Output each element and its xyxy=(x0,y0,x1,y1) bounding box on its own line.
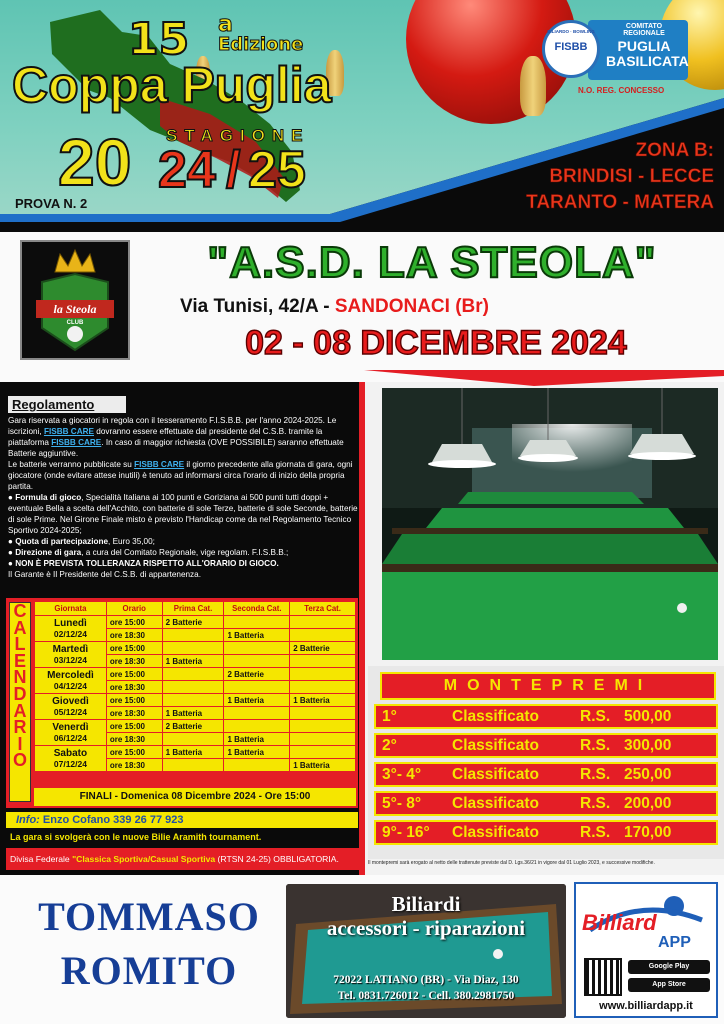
prize-row xyxy=(374,820,718,845)
day-name: Sabato xyxy=(53,747,88,759)
prize-amount: 500,00 xyxy=(624,708,672,725)
schedule-time: ore 18:30 xyxy=(106,655,162,668)
day-date: 06/12/24 xyxy=(53,732,87,743)
committee-logo xyxy=(542,20,690,84)
fisbb-care-link[interactable]: FISBB CARE xyxy=(43,427,94,436)
club-logo-sub: CLUB xyxy=(66,320,84,326)
col-header: Prima Cat. xyxy=(162,602,224,616)
schedule-time: ore 18:30 xyxy=(106,629,162,642)
schedule-day xyxy=(35,616,107,642)
schedule-cell: 1 Batteria xyxy=(224,629,290,642)
col-header: Orario xyxy=(106,602,162,616)
shop-address: 72022 LATIANO (BR) - Via Diaz, 130 xyxy=(333,974,519,986)
venue-city: SANDONACI (Br) xyxy=(334,296,489,317)
schedule-cell: 2 Batterie xyxy=(224,668,290,681)
tournament-title: Coppa Puglia xyxy=(12,57,332,113)
schedule-cell xyxy=(224,720,290,733)
prize-row xyxy=(374,733,718,758)
rules-title: Regolamento xyxy=(8,396,126,413)
schedule-cell xyxy=(290,616,356,629)
schedule-cell xyxy=(162,681,224,694)
day-date: 03/12/24 xyxy=(53,654,87,665)
schedule-time: ore 15:00 xyxy=(106,616,162,629)
quota-label: Quota di partecipazione xyxy=(15,537,109,546)
schedule-time: ore 18:30 xyxy=(106,681,162,694)
rules-direzione: ● Direzione di gara, a cura del Comitato Regionale, vige regolam. F.I.S.B.B.; xyxy=(8,548,289,557)
committee-note: N.O. REG. CONCESSO xyxy=(578,86,665,95)
day-name: Lunedì xyxy=(54,617,87,629)
committee-name: PUGLIA BASILICATA xyxy=(606,38,689,69)
prize-label: Classificato xyxy=(452,766,540,783)
direzione-label: Direzione di gara xyxy=(15,548,82,557)
season-year-separator: / xyxy=(226,141,241,199)
app-url[interactable]: www.billiardapp.it xyxy=(599,1000,693,1012)
schedule-cell xyxy=(290,681,356,694)
season-year-20: 20 xyxy=(58,125,132,199)
season-year-25: 25 xyxy=(248,141,306,199)
prize-currency: R.S. xyxy=(580,795,611,812)
formula-label: Formula di gioco xyxy=(15,493,82,502)
venue-street: Via Tunisi, 42/A - xyxy=(180,296,335,317)
prizes-note: Il montepremi sarà erogato al netto delle trattenute previste dal D. Lgs.36/21 in vigore dal 01 Luglio 2023, e successive modifiche. xyxy=(368,860,655,866)
calendar-letter: A xyxy=(13,617,27,638)
season-label: STAGIONE xyxy=(166,126,310,145)
schedule-cell xyxy=(224,681,290,694)
rules-formula: ● Formula di gioco, Specialità Italiana ai 100 punti e Goriziana ai 500 punti tutti doppi + eventuale Bella a scelta dell'Acchito, con batterie di sole Terze, batterie di sole Seconde, batterie di sole Prime. Nel Girone Finale misto è previsto l'Handicap come da nel Regolamento Tecnico Sportivo 2024-2025; xyxy=(8,493,358,535)
calendar-letter: O xyxy=(12,750,27,771)
balls-note: La gara si svolgerà con le nuove Bilie Aramith tournament. xyxy=(10,832,262,842)
schedule-cell: 2 Batterie xyxy=(162,616,224,629)
day-date: 05/12/24 xyxy=(53,706,87,717)
schedule-cell: 1 Batteria xyxy=(224,733,290,746)
schedule-cell: 1 Batteria xyxy=(162,655,224,668)
direzione-text: , a cura del Comitato Regionale, vige regolam. F.I.S.B.B.; xyxy=(81,548,289,557)
calendar-letter: I xyxy=(17,733,23,754)
finals-label: FINALI - Domenica 08 Dicembre 2024 - Ore 15:00 xyxy=(34,788,356,806)
club-logo xyxy=(20,240,130,360)
schedule-cell xyxy=(290,733,356,746)
dress-code xyxy=(6,848,362,870)
schedule-cell: 2 Batterie xyxy=(162,720,224,733)
prizes-title: MONTEPREMI xyxy=(380,672,716,700)
day-name: Mercoledì xyxy=(47,669,94,681)
prize-label: Classificato xyxy=(452,795,540,812)
col-header: Terza Cat. xyxy=(290,602,356,616)
zone-cities-2: TARANTO - MATERA xyxy=(526,192,714,213)
schedule-cell: 2 Batterie xyxy=(290,642,356,655)
info-text: Enzo Cofano 339 26 77 923 xyxy=(39,814,184,826)
dress-1: Divisa Federale xyxy=(10,854,73,864)
schedule-row xyxy=(35,694,356,707)
committee-badge-text: BILIARDO · BOWLING xyxy=(547,29,595,34)
schedule-time: ore 18:30 xyxy=(106,707,162,720)
schedule-day xyxy=(35,642,107,668)
prize-position: 1° xyxy=(382,708,397,725)
edition-sup: a xyxy=(218,12,233,37)
schedule-cell xyxy=(290,720,356,733)
calendar-letter: N xyxy=(13,667,27,688)
club-logo-text: la Steola xyxy=(53,302,97,316)
calendar-vertical-label xyxy=(9,602,31,802)
rules-intro-1: Gara riservata a giocatori in regola con il tesseramento F.I.S.B.B. per l'anno 2024-2025. Le iscrizioni, xyxy=(8,416,337,436)
schedule-cell xyxy=(224,707,290,720)
prize-label: Classificato xyxy=(452,737,540,754)
committee-box xyxy=(588,20,688,80)
col-header: Seconda Cat. xyxy=(224,602,290,616)
prize-row xyxy=(374,791,718,816)
qr-code-icon xyxy=(584,958,622,996)
schedule-time: ore 15:00 xyxy=(106,668,162,681)
committee-top: COMITATO REGIONALE xyxy=(623,23,665,37)
schedule-cell xyxy=(162,694,224,707)
schedule-time: ore 15:00 xyxy=(106,720,162,733)
rules-intro-2: dovranno essere effettuate dal presidente del C.S.B. tramite la piattaforma xyxy=(8,427,323,447)
billiard-hall-image xyxy=(382,388,718,660)
shop-title xyxy=(286,892,566,940)
prize-amount: 250,00 xyxy=(624,766,672,783)
prize-currency: R.S. xyxy=(580,708,611,725)
shop-line-1: Biliardi xyxy=(391,892,461,916)
schedule-cell xyxy=(224,616,290,629)
prize-position: 9°- 16° xyxy=(382,824,430,841)
prize-row xyxy=(374,762,718,787)
calendar-letter: A xyxy=(13,700,27,721)
prize-amount: 300,00 xyxy=(624,737,672,754)
tolleranza-text: NON È PREVISTA TOLLERANZA RISPETTO ALL'ORARIO DI GIOCO. xyxy=(15,559,279,568)
app-brand-1: Billiard xyxy=(582,910,657,935)
edition-word: Edizione xyxy=(218,34,304,55)
schedule-row xyxy=(35,746,356,759)
schedule-cell xyxy=(162,642,224,655)
schedule-row xyxy=(35,668,356,681)
rules-text xyxy=(8,415,358,580)
day-date: 04/12/24 xyxy=(53,680,87,691)
committee-initials: FISBB xyxy=(554,41,588,53)
calendar-letter: D xyxy=(13,683,27,704)
schedule-cell xyxy=(290,629,356,642)
schedule-day xyxy=(35,668,107,694)
rules-garante: Il Garante è Il Presidente del C.S.B. di appartenenza. xyxy=(8,570,201,579)
day-date: 02/12/24 xyxy=(53,628,87,639)
prize-label: Classificato xyxy=(452,824,540,841)
billiard-app-box xyxy=(574,882,718,1018)
stage-label: PROVA N. 2 xyxy=(15,196,88,211)
fisbb-care-link[interactable]: FISBB CARE xyxy=(51,438,102,447)
dress-2: "Classica Sportiva/Casual Sportiva xyxy=(72,854,216,864)
app-brand-2: APP xyxy=(658,934,691,951)
day-name: Giovedì xyxy=(52,695,89,707)
sponsor-name-2: ROMITO xyxy=(60,948,238,993)
rules-batteries xyxy=(8,459,358,492)
schedule-time: ore 15:00 xyxy=(106,746,162,759)
schedule-time: ore 15:00 xyxy=(106,642,162,655)
schedule-cell: 1 Batteria xyxy=(290,694,356,707)
schedule-cell xyxy=(290,746,356,759)
schedule-row xyxy=(35,720,356,733)
schedule-cell: 1 Batteria xyxy=(162,746,224,759)
shop-phones: Tel. 0831.726012 - Cell. 380.2981750 xyxy=(337,990,515,1002)
schedule-day xyxy=(35,694,107,720)
schedule-cell xyxy=(290,707,356,720)
calendar-letter: C xyxy=(13,601,27,621)
schedule-cell xyxy=(162,629,224,642)
prize-position: 5°- 8° xyxy=(382,795,422,812)
shop-contact xyxy=(286,972,566,1004)
prize-currency: R.S. xyxy=(580,737,611,754)
edition-number: 15 xyxy=(128,14,190,65)
schedule-cell: 1 Batteria xyxy=(224,746,290,759)
rules-intro-4: Le batterie verranno pubblicate su xyxy=(8,460,135,469)
schedule-time: ore 18:30 xyxy=(106,733,162,746)
col-header: Giornata xyxy=(35,602,107,616)
prize-amount: 170,00 xyxy=(624,824,672,841)
sponsor-name xyxy=(10,888,288,992)
schedule-table xyxy=(34,601,356,772)
event-dates: 02 - 08 DICEMBRE 2024 xyxy=(245,324,627,362)
calendar-letter: E xyxy=(13,650,26,671)
day-name: Martedì xyxy=(52,643,89,655)
formula-text: , Specialità Italiana ai 100 punti e Goriziana ai 500 punti tutti doppi + eventuale Bella a scelta dell'Acchito, con batterie di sole Terze, batterie di sole Seconde, batterie di sole Prime. Nel Girone Finale misto è previsto l'Handicap come da nel Regolamento Tecnico Sportivo 2024-2025; xyxy=(8,493,358,535)
venue-address xyxy=(180,296,489,318)
schedule-day xyxy=(35,720,107,746)
zone-label: ZONA B: xyxy=(635,140,714,161)
prize-position: 2° xyxy=(382,737,397,754)
committee-badge xyxy=(542,20,600,78)
hall-photo xyxy=(382,388,718,660)
google-play-badge[interactable]: Google Play xyxy=(628,960,710,974)
fisbb-care-link[interactable]: FISBB CARE xyxy=(134,460,185,469)
prize-label: Classificato xyxy=(452,708,540,725)
schedule-day xyxy=(35,746,107,772)
app-store-badge[interactable]: App Store xyxy=(628,978,710,992)
schedule-cell: 1 Batteria xyxy=(224,694,290,707)
header-banner xyxy=(0,0,724,232)
schedule-time: ore 15:00 xyxy=(106,694,162,707)
rules-tolleranza: ● NON È PREVISTA TOLLERANZA RISPETTO ALL'ORARIO DI GIOCO. xyxy=(8,559,279,568)
prize-currency: R.S. xyxy=(580,766,611,783)
schedule-cell xyxy=(290,668,356,681)
prize-currency: R.S. xyxy=(580,824,611,841)
info-line xyxy=(6,812,358,828)
schedule-header-row xyxy=(35,602,356,616)
dress-3: (RTSN 24-25) OBBLIGATORIA. xyxy=(215,854,339,864)
schedule-cell xyxy=(290,655,356,668)
calendar-letter: R xyxy=(13,717,27,738)
schedule-cell xyxy=(224,759,290,772)
quota-text: , Euro 35,00; xyxy=(108,537,155,546)
crown-icon xyxy=(22,242,128,358)
calendar-letter: L xyxy=(14,634,26,655)
info-label: Info: xyxy=(16,814,40,826)
date-underline xyxy=(364,370,724,386)
schedule-cell xyxy=(224,642,290,655)
schedule-time: ore 18:30 xyxy=(106,759,162,772)
schedule-cell: 1 Batteria xyxy=(290,759,356,772)
schedule-cell xyxy=(162,759,224,772)
venue-name: "A.S.D. LA STEOLA" xyxy=(207,238,657,287)
zone-cities-1: BRINDISI - LECCE xyxy=(549,166,714,187)
schedule-cell xyxy=(162,733,224,746)
day-date: 07/12/24 xyxy=(53,758,87,769)
rules-intro-5: il giorno precedente alla giornata di gara, ogni giocatore (onde evitare attese inutili) è tenuto ad informarsi circa l'orario di inizio della propria partita. xyxy=(8,460,353,491)
season-year-24: 24 xyxy=(158,141,216,199)
sponsor-name-1: TOMMASO xyxy=(38,894,260,939)
prize-amount: 200,00 xyxy=(624,795,672,812)
schedule-body xyxy=(35,616,356,772)
shop-line-2: accessori - riparazioni xyxy=(326,916,526,940)
rules-quota: ● Quota di partecipazione, Euro 35,00; xyxy=(8,537,155,546)
schedule-row xyxy=(35,616,356,629)
schedule-row xyxy=(35,642,356,655)
prize-position: 3°- 4° xyxy=(382,766,422,783)
schedule-cell xyxy=(224,655,290,668)
prize-row xyxy=(374,704,718,729)
rules-intro-3: . In caso di maggior richiesta (OVE POSSIBILE) saranno effettuate Batterie aggiuntive. xyxy=(8,438,344,458)
day-name: Venerdì xyxy=(52,721,89,733)
schedule-cell xyxy=(162,668,224,681)
schedule-cell: 1 Batteria xyxy=(162,707,224,720)
